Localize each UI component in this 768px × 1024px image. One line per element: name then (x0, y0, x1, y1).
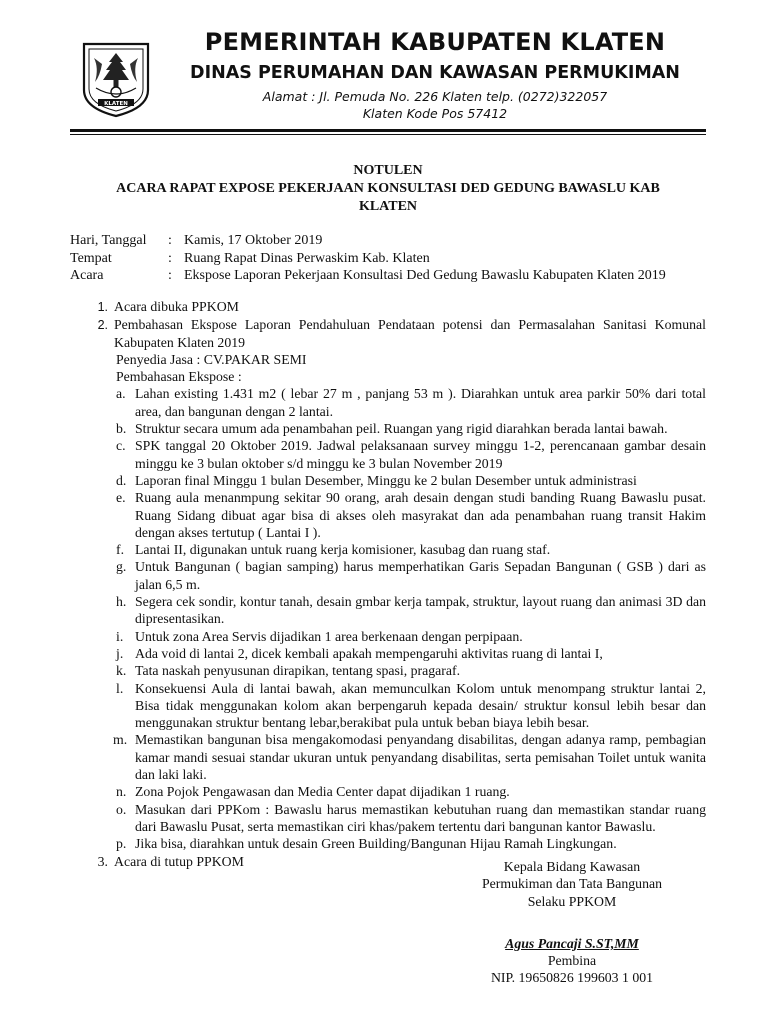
svg-text:KLATEN: KLATEN (104, 101, 128, 107)
letterhead-divider-thick (70, 129, 706, 132)
point-text: Lahan existing 1.431 m2 ( lebar 27 m , panjang 53 m ). Diarahkan untuk area parkir 50% dari total area, dan bangunan dengan 2 lantai. (135, 386, 706, 419)
list-item: i. Untuk zona Area Servis dijadikan 1 area berkenaan dengan perpipaan. (70, 628, 706, 645)
minutes-body (70, 298, 706, 870)
list-item (70, 298, 706, 316)
point-text: Masukan dari PPKom : Bawaslu harus memastikan kebutuhan ruang dan memastikan standar ruang dari Bawaslu Pusat, serta memastikan ciri khas/pakem tertentu dari bangunan kantor Bawaslu. (135, 801, 706, 834)
agency-name: DINAS PERUMAHAN DAN KAWASAN PERMUKIMAN (190, 63, 680, 83)
item-number: 3. (97, 853, 108, 869)
point-text: Zona Pojok Pengawasan dan Media Center dapat dijadikan 1 ruang. (135, 784, 510, 800)
item-number: 1. (97, 300, 108, 314)
list-item (70, 316, 706, 351)
point-text: SPK tanggal 20 Oktober 2019. Jadwal pelaksanaan survey minggu 1-2, perencanaan gambar desain minggu ke 3 bulan oktober s/d minggu ke 3 bulan November 2019 (135, 438, 706, 471)
klaten-emblem-icon (76, 38, 156, 120)
point-text: Segera cek sondir, kontur tanah, desain gmbar kerja tampak, struktur, layout ruang dan animasi 3D dan dipresentasikan. (135, 594, 706, 627)
point-text: Struktur secara umum ada penambahan peil. Ruangan yang rigid diarahkan berada lantai bawah. (135, 421, 668, 437)
signature-block (466, 858, 678, 910)
list-item: h. Segera cek sondir, kontur tanah, desain gmbar kerja tampak, struktur, layout ruang dan animasi 3D dan dipresentasikan. (116, 594, 706, 627)
list-item: n. Zona Pojok Pengawasan dan Media Center dapat dijadikan 1 ruang. (70, 783, 706, 800)
info-value: Kamis, 17 Oktober 2019 (184, 233, 323, 248)
list-item: l. Konsekuensi Aula di lantai bawah, akan memunculkan Kolom untuk menompang struktur lantai 2, Bisa tidak menggunakan kolom akan berpengaruh kepada desain/ struktur konsul lebih besar dan menggunakan struktur bentang lebar,berakibat pula untuk beban biaya lebih besar. (116, 680, 706, 731)
address-line-1: Alamat : Jl. Pemuda No. 226 Klaten telp. (0272)322057 (262, 89, 608, 104)
list-item: c. SPK tanggal 20 Oktober 2019. Jadwal pelaksanaan survey minggu 1-2, perencanaan gambar desain minggu ke 3 bulan oktober s/d minggu ke 3 bulan November 2019 (116, 438, 706, 471)
list-item: f. Lantai II, digunakan untuk ruang kerja komisioner, kasubag dan ruang staf. (70, 541, 706, 558)
point-text: Untuk Bangunan ( bagian samping) harus memperhatikan Garis Sepadan Bangunan ( GSB ) dari as jalan 6,5 m. (135, 559, 706, 592)
signatory-nip: NIP. 19650826 199603 1 001 (490, 970, 654, 985)
list-item: o. Masukan dari PPKom : Bawaslu harus memastikan kebutuhan ruang dan memastikan standar ruang dari Bawaslu Pusat, serta memastikan ciri khas/pakem tertentu dari bangunan kantor Bawaslu. (116, 801, 706, 834)
signature-title-1: Kepala Bidang Kawasan (503, 859, 641, 874)
doc-title: NOTULEN (353, 163, 423, 178)
provider-line: Penyedia Jasa : CV.PAKAR SEMI (116, 351, 307, 367)
doc-subtitle-1: ACARA RAPAT EXPOSE PEKERJAAN KONSULTASI DED GEDUNG BAWASLU KAB (116, 181, 660, 196)
government-name: PEMERINTAH KABUPATEN KLATEN (204, 28, 666, 56)
point-text: Laporan final Minggu 1 bulan Desember, Minggu ke 2 bulan Desember untuk administrasi (135, 472, 637, 488)
list-item: a. Lahan existing 1.431 m2 ( lebar 27 m , panjang 53 m ). Diarahkan untuk area parkir 50% dari total area, dan bangunan dengan 2 lantai. (116, 386, 706, 419)
info-row-date: Hari, Tanggal : Kamis, 17 Oktober 2019 (70, 233, 323, 248)
list-item: g. Untuk Bangunan ( bagian samping) harus memperhatikan Garis Sepadan Bangunan ( GSB ) dari as jalan 6,5 m. (116, 559, 706, 592)
list-item: m. Memastikan bangunan bisa mengakomodasi penyandang disabilitas, dengan adanya ramp, pembagian kamar mandi sesuai standar ukuran untuk penyandang disabilitas, serta pemisahan Toilet untuk wanita dan laki laki. (113, 732, 706, 783)
info-value: Ekspose Laporan Pekerjaan Konsultasi Ded Gedung Bawaslu Kabupaten Klaten 2019 (184, 268, 666, 283)
list-item: k. Tata naskah penyusunan dirapikan, tentang spasi, pragaraf. (70, 662, 706, 679)
item-text: Pembahasan Ekspose Laporan Pendahuluan Pendataan potensi dan Permasalahan Sanitasi Komunal Kabupaten Klaten 2019 (114, 317, 706, 350)
info-value: Ruang Rapat Dinas Perwaskim Kab. Klaten (184, 250, 430, 266)
info-row-agenda: Acara : Ekspose Laporan Pekerjaan Konsultasi Ded Gedung Bawaslu Kabupaten Klaten 2019 (70, 268, 666, 283)
meeting-info (70, 232, 666, 285)
info-label: Hari, Tanggal (70, 233, 147, 248)
info-label: Acara (70, 268, 104, 283)
list-item: p. Jika bisa, diarahkan untuk desain Green Building/Bangunan Hijau Ramah Lingkungan. (70, 835, 706, 852)
address-line-2: Klaten Kode Pos 57412 (362, 106, 508, 121)
point-text: Tata naskah penyusunan dirapikan, tentang spasi, pragaraf. (135, 663, 461, 679)
discussion-heading: Pembahasan Ekspose : (116, 369, 242, 385)
list-item: e. Ruang aula menanmpung sekitar 90 orang, arah desain dengan studi banding Ruang Bawaslu pusat. Ruang Sidang dibuat agar bisa di akses oleh masyrakat dan ada penambahan ruang transit Hakim dengan akses tertutup ( Lantai I ). (116, 490, 706, 540)
point-text: Untuk zona Area Servis dijadikan 1 area berkenaan dengan perpipaan. (135, 628, 523, 644)
point-text: Memastikan bangunan bisa mengakomodasi penyandang disabilitas, dengan adanya ramp, pembagian kamar mandi sesuai standar ukuran untuk penyandang disabilitas, serta pemisahan Toilet untuk wanita dan laki laki. (135, 732, 706, 783)
item-number: 2. (97, 318, 108, 333)
list-item: d. Laporan final Minggu 1 bulan Desember, Minggu ke 2 bulan Desember untuk administrasi (70, 472, 706, 489)
signatory-name: Agus Pancaji S.ST,MM (505, 936, 639, 951)
item-text: Acara dibuka PPKOM (114, 299, 239, 314)
point-text: Jika bisa, diarahkan untuk desain Green Building/Bangunan Hijau Ramah Lingkungan. (135, 836, 617, 852)
signatory-rank: Pembina (547, 953, 597, 968)
info-label: Tempat (70, 250, 112, 266)
point-text: Ruang aula menanmpung sekitar 90 orang, arah desain dengan studi banding Ruang Bawaslu pusat. Ruang Sidang dibuat agar bisa di akses oleh masyrakat dan ada penambahan ruang transit Hakim dengan akses tertutup ( Lantai I ). (135, 490, 706, 540)
signature-title-3: Selaku PPKOM (527, 893, 617, 909)
item-text: Acara di tutup PPKOM (114, 853, 244, 869)
list-item: b. Struktur secara umum ada penambahan peil. Ruangan yang rigid diarahkan berada lantai bawah. (70, 420, 706, 437)
letterhead-divider-thin (70, 134, 706, 135)
signature-title-2: Permukiman dan Tata Bangunan (481, 876, 662, 892)
point-text: Ada void di lantai 2, dicek kembali apakah mempengaruhi aktivitas ruang di lantai I, (135, 645, 603, 661)
list-item: j. Ada void di lantai 2, dicek kembali apakah mempengaruhi aktivitas ruang di lantai I, (70, 645, 706, 662)
point-text: Lantai II, digunakan untuk ruang kerja komisioner, kasubag dan ruang staf. (135, 542, 551, 558)
info-row-place: Tempat : Ruang Rapat Dinas Perwaskim Kab. Klaten (70, 250, 430, 266)
doc-subtitle-2: KLATEN (358, 199, 418, 214)
point-text: Konsekuensi Aula di lantai bawah, akan memunculkan Kolom untuk menompang struktur lantai 2, Bisa tidak menggunakan kolom akan berpengaruh kepada desain/ struktur konsul lebih besar dan menggunakan struktur bentang lebar,berakibat pula untuk beban biaya lebih besar. (135, 680, 706, 731)
